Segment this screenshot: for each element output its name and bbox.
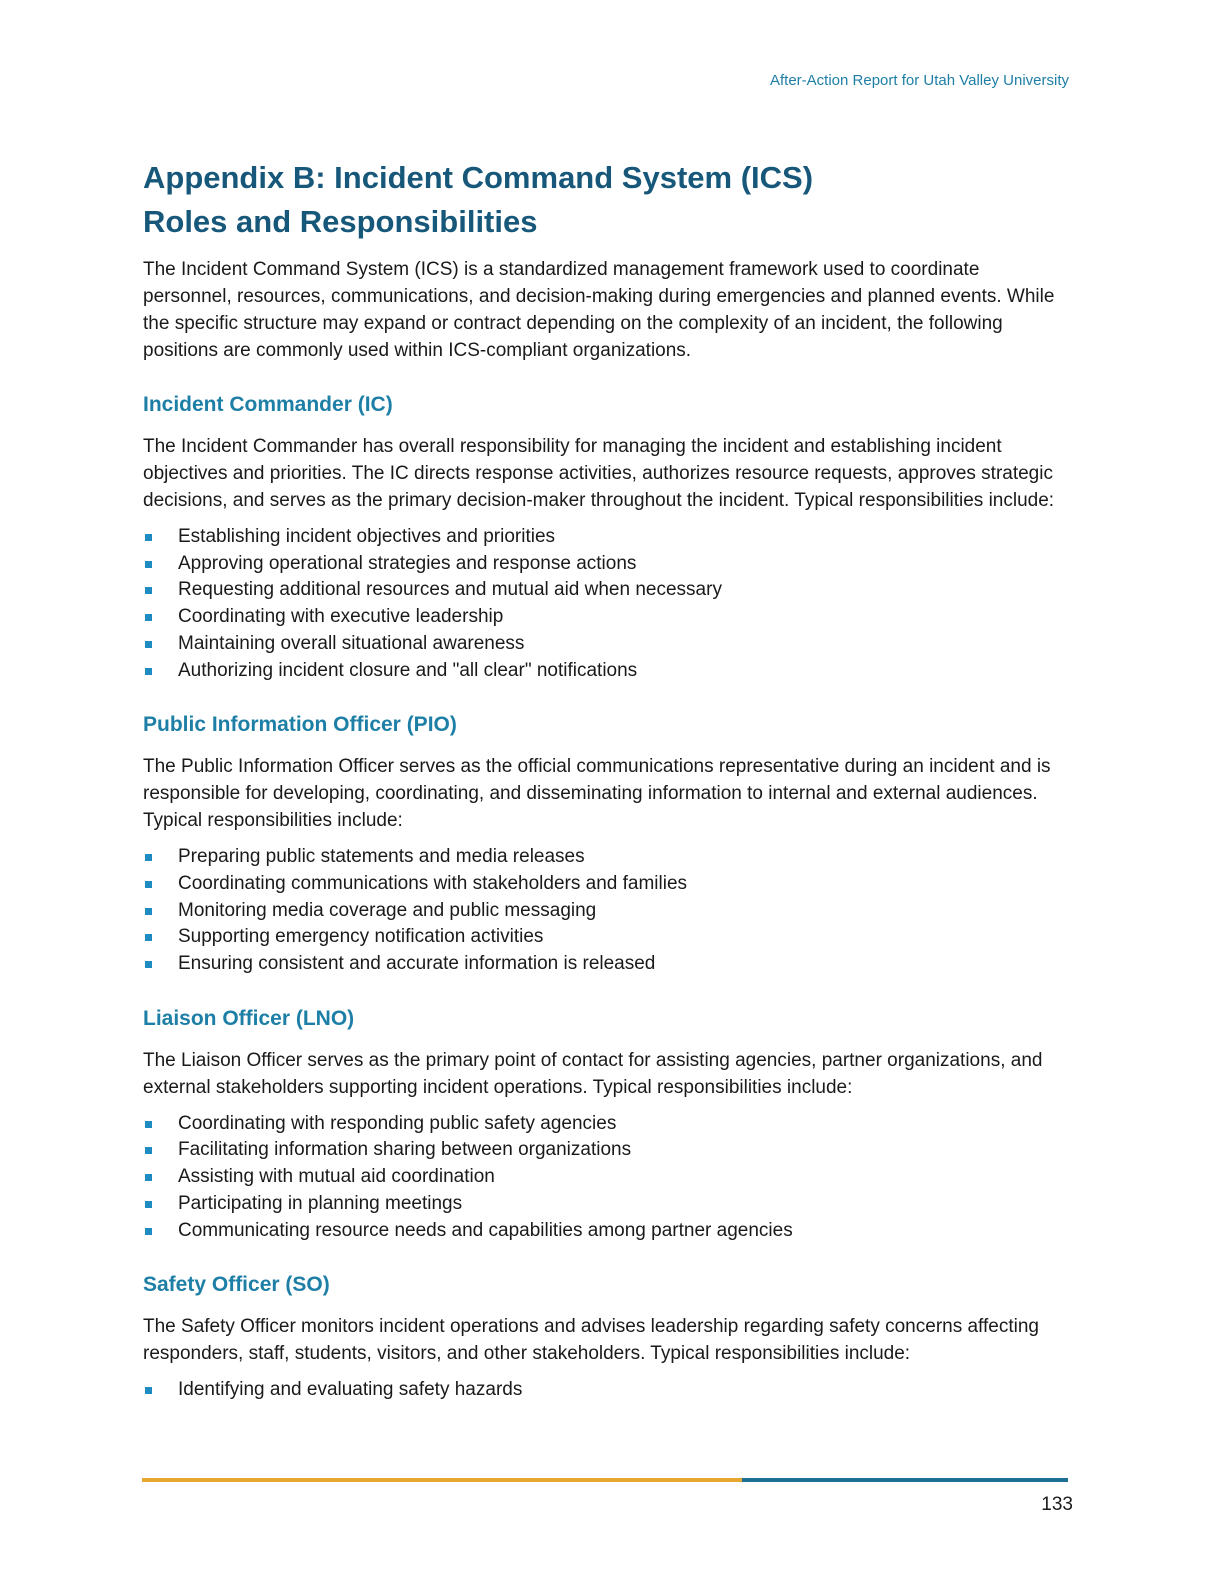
bullet-item [143, 1218, 1068, 1245]
bullet-item [143, 951, 1068, 978]
bullet-text: Requesting additional resources and mutual aid when necessary [178, 579, 722, 601]
bullet-item [143, 871, 1068, 898]
bullet-list [143, 524, 1068, 684]
bullet-list [143, 1111, 1068, 1245]
bullet-item [143, 924, 1068, 951]
square-bullet-icon [145, 1174, 152, 1181]
bullet-list [143, 1377, 1068, 1404]
square-bullet-icon [145, 1147, 152, 1154]
bullet-text: Approving operational strategies and response actions [178, 552, 637, 574]
bullet-text: Preparing public statements and media releases [178, 846, 585, 868]
section-body: The Incident Commander has overall responsibility for managing the incident and establishing incident objectives and priorities. The IC directs response activities, authorizes resource requests, approves strategic decisions, and serves as the primary decision-maker throughout the incident. Typical responsibilities include: [143, 436, 1055, 511]
section-body: The Liaison Officer serves as the primary point of contact for assisting agencies, partner organizations, and external stakeholders supporting incident operations. Typical responsibilities include: [143, 1049, 1043, 1098]
page-number: 133 [1041, 1494, 1073, 1515]
page-title [143, 156, 1068, 244]
bullet-text: Facilitating information sharing between organizations [178, 1139, 632, 1161]
section [143, 391, 1068, 684]
square-bullet-icon [145, 854, 152, 861]
bullet-item [143, 631, 1068, 658]
running-header: After-Action Report for Utah Valley University [770, 72, 1069, 89]
bullet-text: Establishing incident objectives and priorities [178, 526, 556, 547]
intro-paragraph: The Incident Command System (ICS) is a standardized management framework used to coordinate personnel, resources, communications, and decision-making during emergencies and planned events. While the specific structure may expand or contract depending on the complexity of an incident, the following positions are commonly used within ICS-compliant organizations. [143, 259, 1055, 361]
footer-rule-teal [742, 1478, 1068, 1482]
section-body: The Safety Officer monitors incident operations and advises leadership regarding safety concerns affecting responders, staff, students, visitors, and other stakeholders. Typical responsibilities include: [143, 1316, 1039, 1365]
bullet-text: Ensuring consistent and accurate information is released [178, 953, 656, 975]
bullet-item [143, 551, 1068, 578]
section-heading: Safety Officer (SO) [143, 1273, 330, 1297]
square-bullet-icon [145, 1121, 152, 1128]
bullet-item [143, 898, 1068, 925]
page-title-line-1: Appendix B: Incident Command System (ICS) [143, 160, 814, 195]
bullet-list [143, 844, 1068, 978]
bullet-text: Identifying and evaluating safety hazards [178, 1379, 523, 1401]
bullet-text: Coordinating communications with stakeholders and families [178, 872, 688, 894]
square-bullet-icon [145, 1201, 152, 1208]
square-bullet-icon [145, 881, 152, 888]
section [143, 1271, 1068, 1404]
section-heading: Incident Commander (IC) [143, 393, 393, 416]
section [143, 1005, 1068, 1245]
bullet-item [143, 1191, 1068, 1218]
bullet-text: Communicating resource needs and capabilities among partner agencies [178, 1219, 793, 1241]
bullet-text: Maintaining overall situational awareness [178, 632, 525, 654]
square-bullet-icon [145, 961, 152, 968]
bullet-item [143, 1111, 1068, 1138]
square-bullet-icon [145, 668, 152, 675]
page-content [143, 156, 1068, 1404]
bullet-item [143, 1377, 1068, 1404]
square-bullet-icon [145, 614, 152, 621]
section-heading: Liaison Officer (LNO) [143, 1006, 355, 1030]
square-bullet-icon [145, 641, 152, 648]
section-heading: Public Information Officer (PIO) [143, 713, 457, 737]
bullet-item [143, 658, 1068, 685]
square-bullet-icon [145, 561, 152, 568]
square-bullet-icon [145, 534, 152, 541]
bullet-text: Coordinating with responding public safety agencies [178, 1112, 617, 1134]
bullet-item [143, 1137, 1068, 1164]
section-body: The Public Information Officer serves as the official communications representative during an incident and is responsible for developing, coordinating, and disseminating information to internal and external audiences. Typical responsibilities include: [143, 756, 1051, 832]
bullet-item [143, 604, 1068, 631]
footer-rule-gold [142, 1478, 742, 1482]
bullet-item [143, 524, 1068, 551]
square-bullet-icon [145, 587, 152, 594]
bullet-text: Authorizing incident closure and "all clear" notifications [178, 659, 638, 681]
square-bullet-icon [145, 908, 152, 915]
square-bullet-icon [145, 1228, 152, 1235]
bullet-item [143, 1164, 1068, 1191]
bullet-text: Assisting with mutual aid coordination [178, 1166, 495, 1188]
square-bullet-icon [145, 1387, 152, 1394]
bullet-text: Monitoring media coverage and public messaging [178, 899, 597, 921]
bullet-item [143, 844, 1068, 871]
square-bullet-icon [145, 934, 152, 941]
section [143, 711, 1068, 978]
sections-container [143, 391, 1068, 1404]
bullet-text: Supporting emergency notification activities [178, 926, 544, 948]
bullet-item [143, 577, 1068, 604]
bullet-text: Participating in planning meetings [178, 1192, 463, 1214]
page-title-line-2: Roles and Responsibilities [143, 204, 538, 239]
bullet-text: Coordinating with executive leadership [178, 606, 504, 628]
